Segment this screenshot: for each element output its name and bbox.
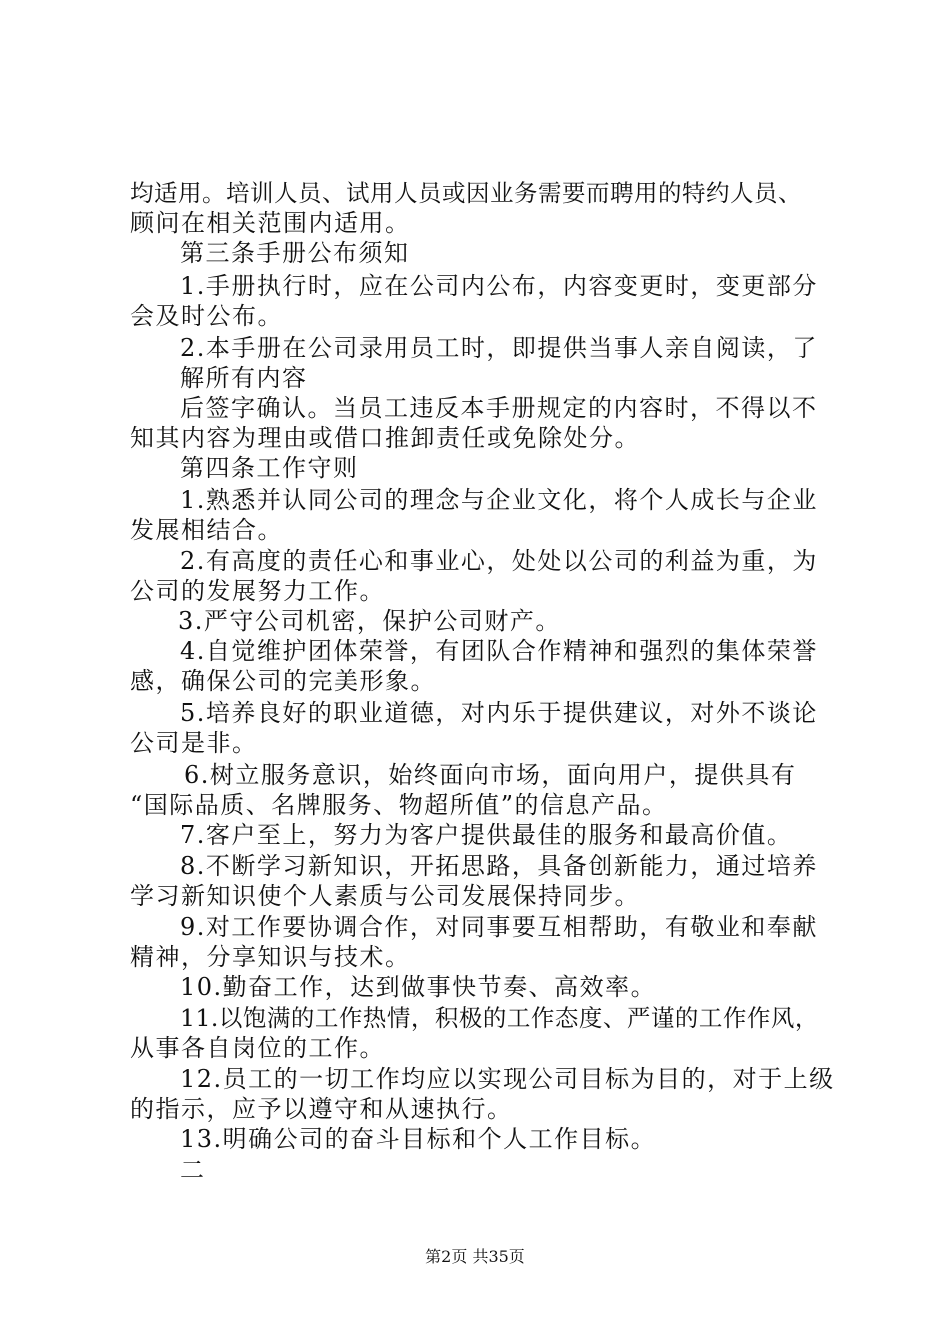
body-line: 感，确保公司的完美形象。 xyxy=(130,667,436,695)
body-line: 发展相结合。 xyxy=(130,516,283,544)
body-line: 12.员工的一切工作均应以实现公司目标为目的，对于上级 xyxy=(180,1065,835,1093)
body-line: 二 xyxy=(180,1156,206,1184)
body-line: 后签字确认。当员工违反本手册规定的内容时，不得以不 xyxy=(180,394,818,422)
body-line: 2.有高度的责任心和事业心，处处以公司的利益为重，为 xyxy=(180,547,818,575)
body-line: 11.以饱满的工作热情，积极的工作态度、严谨的工作作风， xyxy=(180,1004,819,1032)
body-line: 1.手册执行时，应在公司内公布，内容变更时，变更部分 xyxy=(180,272,818,300)
body-line: 8.不断学习新知识，开拓思路，具备创新能力，通过培养 xyxy=(180,852,818,880)
body-line: 5.培养良好的职业道德，对内乐于提供建议，对外不谈论 xyxy=(180,699,818,727)
body-line: 会及时公布。 xyxy=(130,302,283,330)
body-line: 学习新知识使个人素质与公司发展保持同步。 xyxy=(130,882,640,910)
body-line: “国际品质、名牌服务、物超所值”的信息产品。 xyxy=(130,791,668,819)
body-line: 均适用。培训人员、试用人员或因业务需要而聘用的特约人员、 xyxy=(130,179,802,207)
body-line: 1.熟悉并认同公司的理念与企业文化，将个人成长与企业 xyxy=(180,486,818,514)
body-line: 公司的发展努力工作。 xyxy=(130,577,385,605)
body-line: 10.勤奋工作，达到做事快节奏、高效率。 xyxy=(180,973,657,1001)
body-line: 4.自觉维护团体荣誉，有团队合作精神和强烈的集体荣誉 xyxy=(180,637,818,665)
body-line: 精神，分享知识与技术。 xyxy=(130,943,411,971)
body-line: 3.严守公司机密，保护公司财产。 xyxy=(178,607,561,635)
body-line: 2.本手册在公司录用员工时，即提供当事人亲自阅读，了 xyxy=(180,334,818,362)
body-line: 公司是非。 xyxy=(130,729,258,757)
page-number-footer: 第2页 共35页 xyxy=(425,1247,525,1266)
body-line: 6.树立服务意识，始终面向市场，面向用户，提供具有 xyxy=(184,761,797,789)
section-heading: 第四条工作守则 xyxy=(180,454,359,482)
body-line: 知其内容为理由或借口推卸责任或免除处分。 xyxy=(130,424,640,452)
body-line: 7.客户至上，努力为客户提供最佳的服务和最高价值。 xyxy=(180,821,793,849)
body-line: 从事各自岗位的工作。 xyxy=(130,1034,385,1062)
section-heading: 第三条手册公布须知 xyxy=(180,239,410,267)
body-line: 13.明确公司的奋斗目标和个人工作目标。 xyxy=(180,1125,657,1153)
body-line: 顾问在相关范围内适用。 xyxy=(130,209,411,237)
body-line: 解所有内容 xyxy=(180,364,308,392)
body-line: 的指示，应予以遵守和从速执行。 xyxy=(130,1095,513,1123)
body-line: 9.对工作要协调合作，对同事要互相帮助，有敬业和奉献 xyxy=(180,913,818,941)
